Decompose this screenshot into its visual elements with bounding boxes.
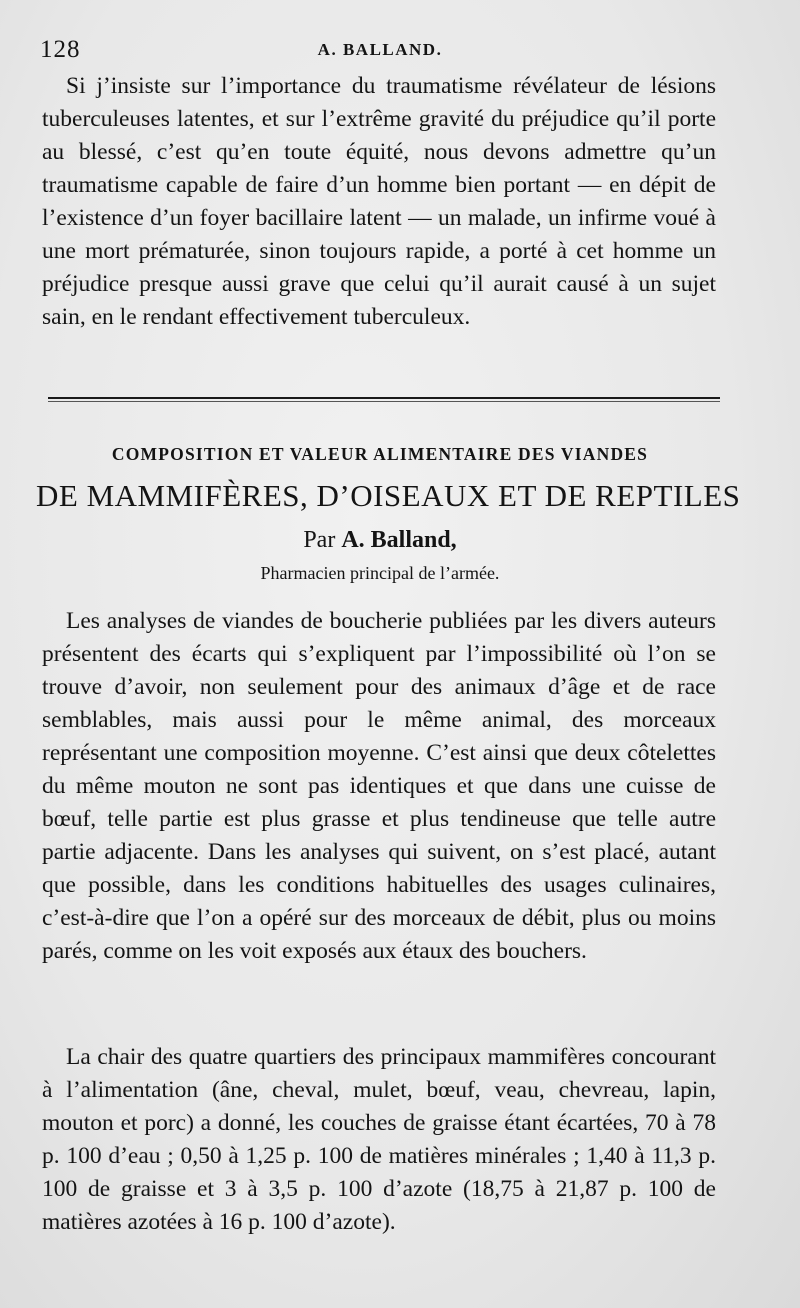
- byline-prefix: Par: [303, 527, 342, 553]
- paragraph-intro: Les analyses de viandes de boucherie publiées par les divers auteurs présentent des écarts qui s’expliquent par l’impossibilité où l’on se trouve d’avoir, non seulement pour des animaux d’âge et de race semblables, mais aussi pour le même animal, des morceaux représentant une composition moyenne. C’est ainsi que deux côtelettes du même mouton ne sont pas identiques et que dans une cuisse de bœuf, telle partie est plus grasse et plus tendineuse que telle autre partie adjacente. Dans les analyses qui suivent, on s’est placé, autant que possible, dans les conditions habituelles des usages culinaires, c’est-à-dire que l’on a opéré sur des morceaux de débit, plus ou moins parés, comme on les voit exposés aux étaux des bouchers.: [42, 608, 716, 964]
- author-affiliation: Pharmacien principal de l’armée.: [260, 563, 500, 583]
- paragraph-mammals: La chair des quatre quartiers des principaux mammifères concourant à l’alimentation (âne, cheval, mulet, bœuf, veau, chevreau, lapin, mouton et porc) a donné, les couches de graisse étant écartées, 70 à 78 p. 100 d’eau ; 0,50 à 1,25 p. 100 de matières minérales ; 1,40 à 11,3 p. 100 de graisse et 3 à 3,5 p. 100 d’azote (18,75 à 21,87 p. 100 de matières azotées à 16 p. 100 d’azote).: [42, 1044, 716, 1235]
- article-title-line1: COMPOSITION ET VALEUR ALIMENTAIRE DES VIANDES: [111, 444, 649, 464]
- paragraph-conclusion: Si j’insiste sur l’importance du traumatisme révélateur de lésions tuberculeuses latentes, et sur l’extrême gravité du préjudice qu’il porte au blessé, c’est qu’en toute équité, nous devons admettre qu’un traumatisme capable de faire d’un homme bien portant — en dépit de l’existence d’un foyer bacillaire latent — un malade, un infirme voué à une mort prématurée, sinon toujours rapide, a porté à cet homme un préjudice presque aussi grave que celui qu’il aurait causé à un sujet sain, en le rendant effectivement tuberculeux.: [42, 73, 716, 330]
- text-block-previous-article: [42, 70, 716, 334]
- text-block-mammals: [42, 1041, 716, 1239]
- article-title-line2: DE MAMMIFÈRES, D’OISEAUX ET DE REPTILES: [36, 478, 741, 513]
- author-name: A. Balland,: [341, 527, 457, 553]
- running-head: A. BALLAND.: [317, 40, 443, 59]
- section-divider: [48, 397, 720, 399]
- byline: [40, 527, 720, 554]
- text-block-intro: [42, 605, 716, 968]
- page-number: 128: [40, 36, 81, 63]
- page-header: [40, 36, 720, 66]
